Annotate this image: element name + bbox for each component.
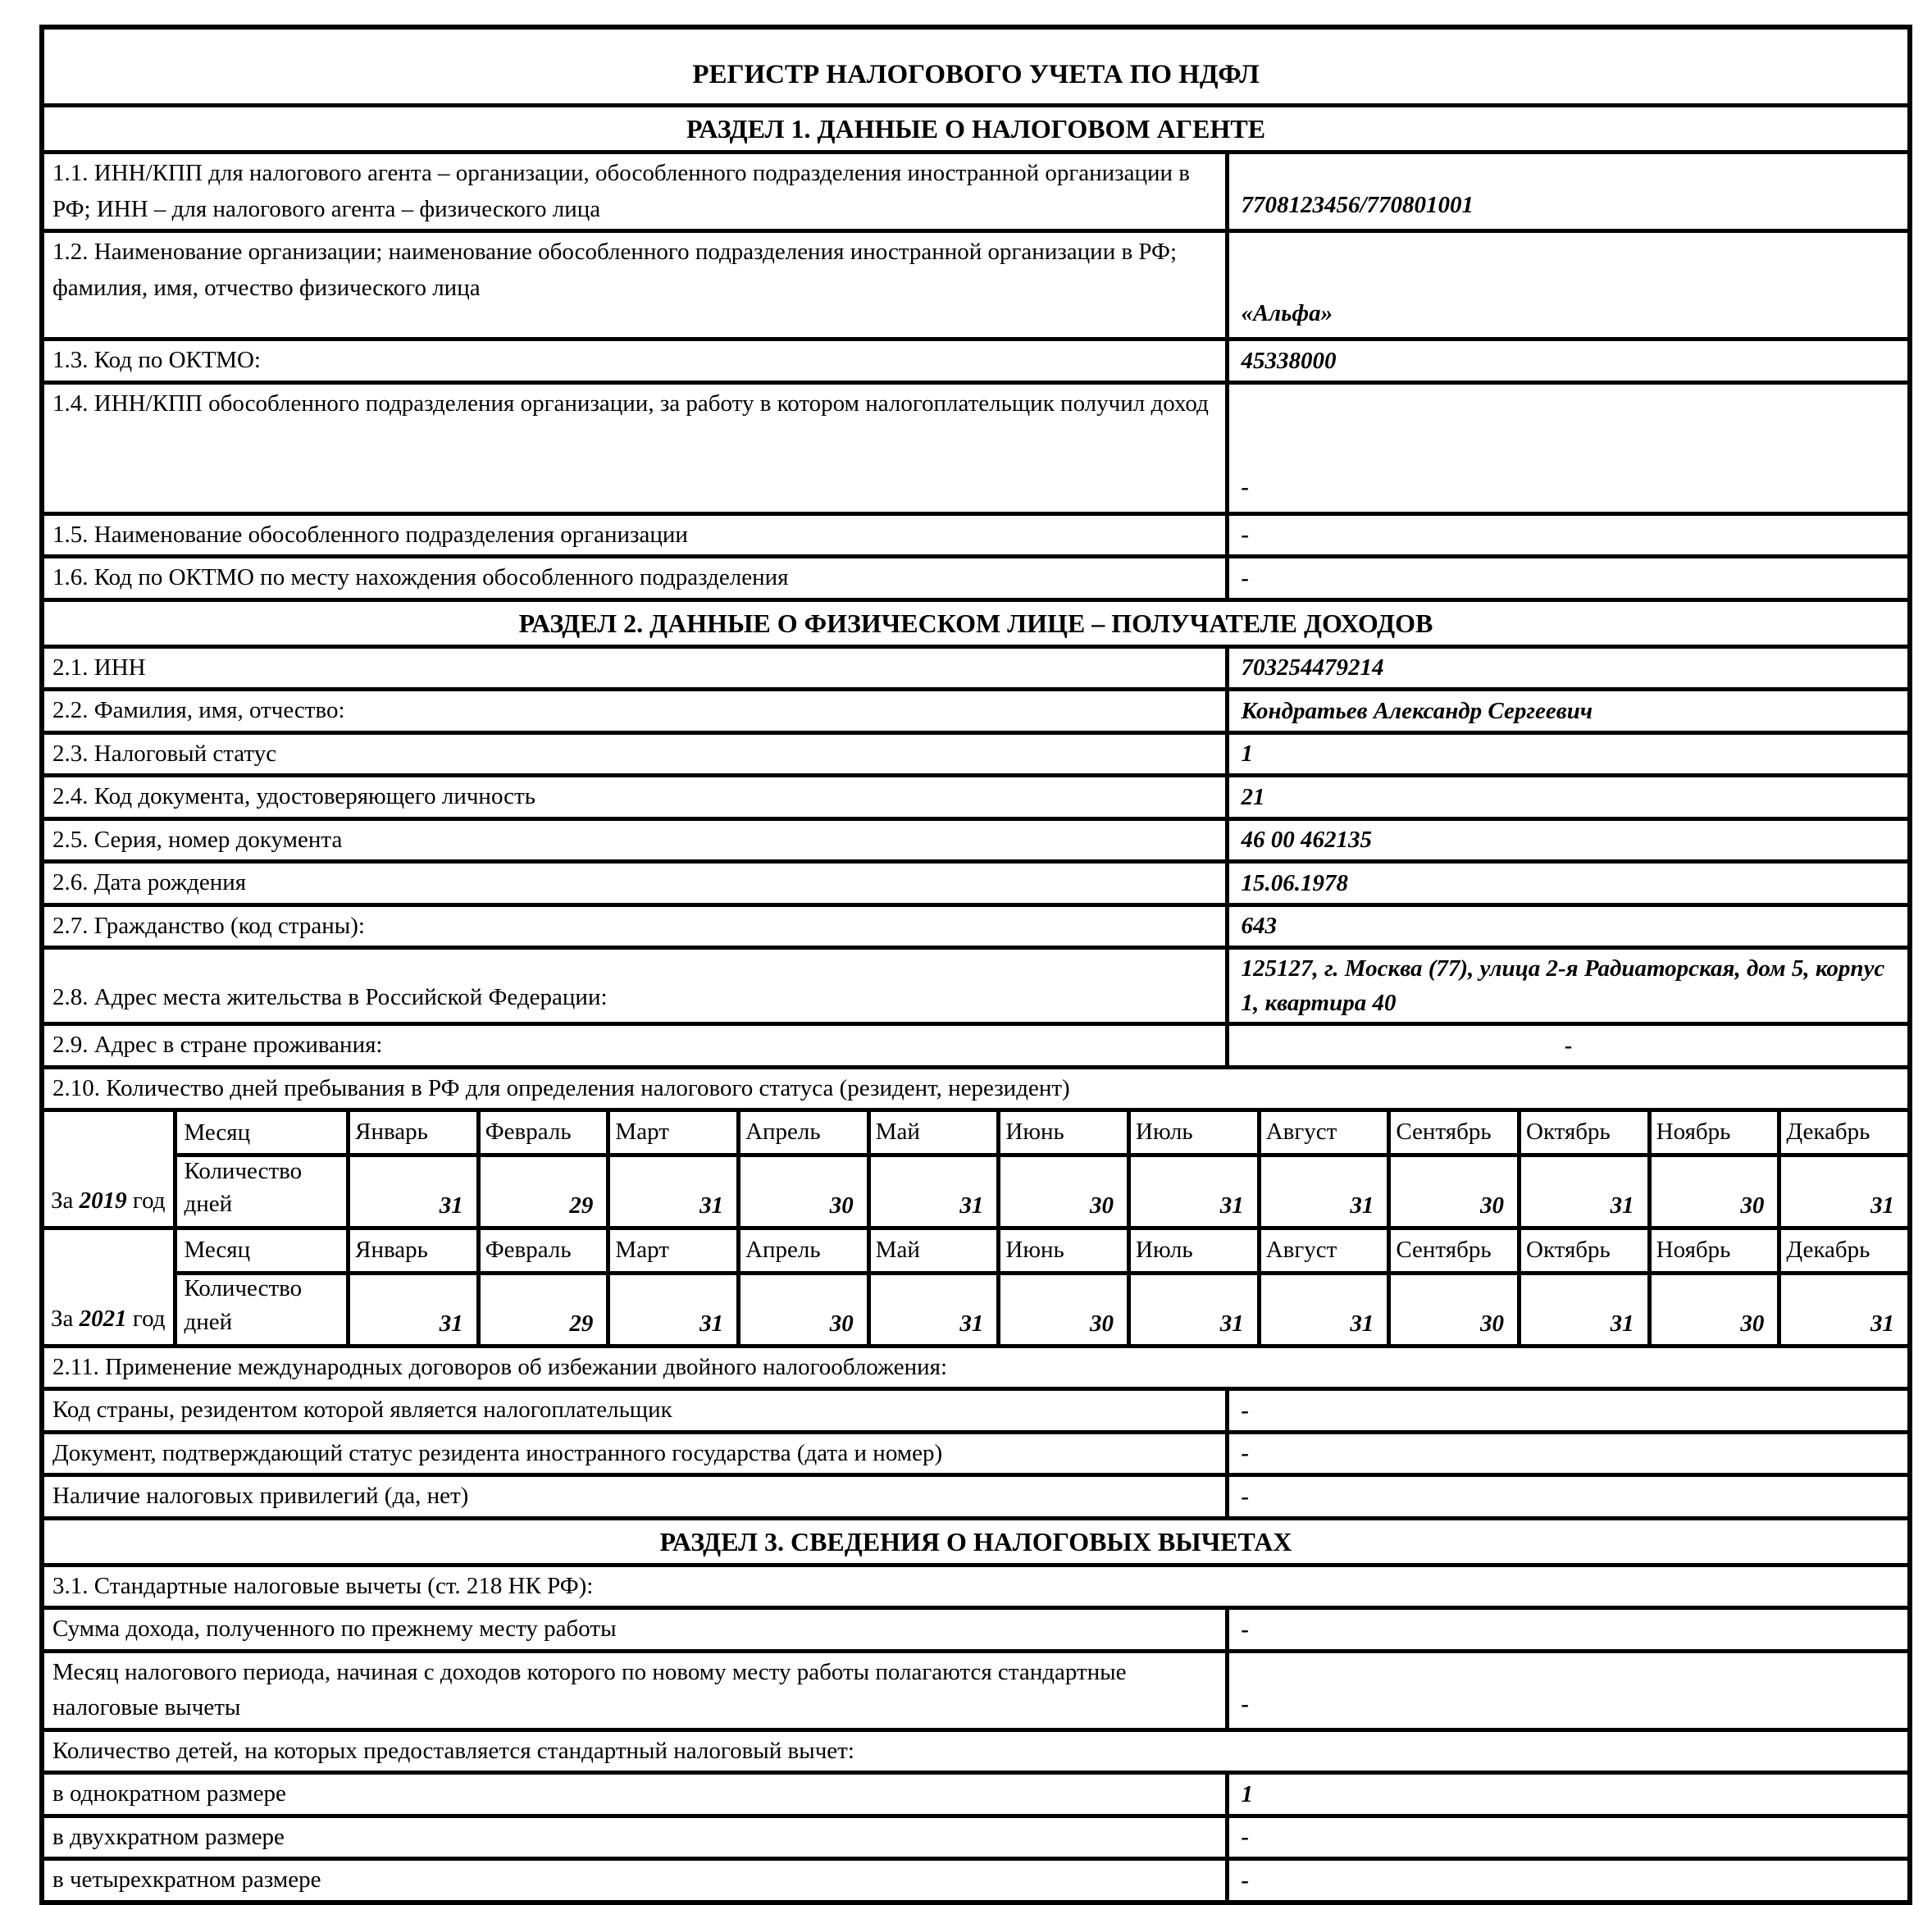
row-3-1 (44, 1563, 1907, 1606)
row-children-count (44, 1728, 1907, 1771)
month-header-cell: Май (867, 1112, 997, 1153)
row-2-7 (44, 903, 1907, 946)
row-quadruple-deduction (44, 1857, 1907, 1900)
days-value-cell: 30 (736, 1275, 867, 1344)
row-deduction-start-month-label: Месяц налогового периода, начиная с доходов которого по новому месту работы полагаются стандартные налоговые вычеты (52, 1658, 1127, 1721)
row-single-deduction (44, 1771, 1907, 1814)
month-header-cell: Октябрь (1517, 1112, 1647, 1153)
row-double-deduction-label: в двухкратном размере (52, 1823, 285, 1850)
row-1-5-label: 1.5. Наименование обособленного подразделения организации (52, 521, 688, 548)
month-header-cell: Апрель (736, 1112, 867, 1153)
days-table-2019-grid (177, 1112, 1907, 1226)
row-2-7-label: 2.7. Гражданство (код страны): (52, 912, 365, 939)
month-header-row (177, 1230, 1907, 1275)
days-col-header: Количество дней (184, 1157, 303, 1218)
days-value-cell: 30 (1647, 1157, 1778, 1226)
row-2-11-label: 2.11. Применение международных договоров об избежании двойного налогообложения: (52, 1353, 948, 1380)
row-resident-document-value: - (1225, 1434, 1907, 1474)
month-header-cell: Ноябрь (1647, 1230, 1778, 1271)
month-header-cell: Декабрь (1777, 1112, 1907, 1153)
row-1-2-value: «Альфа» (1225, 233, 1907, 337)
row-2-2-label: 2.2. Фамилия, имя, отчество: (52, 697, 345, 723)
month-header-cell: Май (867, 1230, 997, 1271)
document-title: РЕГИСТР НАЛОГОВОГО УЧЕТА ПО НДФЛ (692, 59, 1260, 89)
days-value-cell: 31 (1257, 1275, 1387, 1344)
row-2-8-value: 125127, г. Москва (77), улица 2-я Радиаторская, дом 5, корпус 1, квартира 40 (1225, 950, 1907, 1022)
row-prior-income-value: - (1225, 1610, 1907, 1649)
days-value-cell: 30 (1387, 1275, 1517, 1344)
row-2-11 (44, 1344, 1907, 1388)
days-count-row (177, 1157, 1907, 1226)
row-1-1-value: 7708123456/770801001 (1225, 154, 1907, 229)
row-1-1-label: 1.1. ИНН/КПП для налогового агента – организации, обособленного подразделения иностранной организации в РФ; ИНН – для налогового агента – физического лица (52, 160, 1191, 222)
month-header-cell: Февраль (476, 1230, 607, 1271)
days-value-cell: 31 (867, 1275, 997, 1344)
month-header-cell: Январь (346, 1230, 476, 1271)
row-2-4-label: 2.4. Код документа, удостоверяющего личность (52, 783, 535, 809)
row-2-9-value: - (1225, 1026, 1907, 1065)
month-col-header: Месяц (184, 1119, 251, 1146)
section1-header: РАЗДЕЛ 1. ДАННЫЕ О НАЛОГОВОМ АГЕНТЕ (686, 114, 1266, 144)
row-country-code-label: Код страны, резидентом которой является налогоплательщик (52, 1397, 672, 1424)
row-quadruple-deduction-label: в четырехкратном размере (52, 1866, 321, 1894)
days-value-cell: 31 (1127, 1157, 1257, 1226)
month-header-cell: Июнь (996, 1230, 1127, 1271)
month-col-header: Месяц (184, 1237, 251, 1264)
month-header-cell: Июль (1127, 1112, 1257, 1153)
days-value-cell: 29 (476, 1275, 607, 1344)
month-header-cell: Декабрь (1777, 1230, 1907, 1271)
days-value-cell: 31 (1517, 1275, 1647, 1344)
days-table-2019 (44, 1108, 1907, 1226)
row-2-4-value: 21 (1225, 777, 1907, 817)
row-2-1 (44, 645, 1907, 688)
row-1-5-value: - (1225, 516, 1907, 555)
row-2-3-value: 1 (1225, 735, 1907, 774)
row-1-2 (44, 229, 1907, 337)
row-deduction-start-month-value: - (1225, 1653, 1907, 1728)
row-2-9-label: 2.9. Адрес в стране проживания: (52, 1032, 383, 1059)
row-tax-privileges (44, 1473, 1907, 1516)
days-value-cell: 31 (346, 1157, 476, 1226)
days-value-cell: 31 (1777, 1275, 1907, 1344)
row-2-5 (44, 817, 1907, 860)
row-2-10 (44, 1065, 1907, 1109)
section1-header-row (44, 103, 1907, 150)
row-1-2-label: 1.2. Наименование организации; наименование обособленного подразделения иностранной организации в РФ; фамилия, имя, отчество физического лица (52, 239, 1178, 301)
month-header-cell: Август (1257, 1230, 1387, 1271)
row-resident-document (44, 1430, 1907, 1474)
row-2-10-label: 2.10. Количество дней пребывания в РФ для определения налогового статуса (резидент, нерезидент) (52, 1074, 1070, 1101)
row-2-5-value: 46 00 462135 (1225, 821, 1907, 860)
row-double-deduction (44, 1814, 1907, 1857)
row-2-7-value: 643 (1225, 907, 1907, 946)
month-header-cell: Март (606, 1112, 736, 1153)
row-2-3-label: 2.3. Налоговый статус (52, 740, 277, 767)
row-2-2 (44, 687, 1907, 731)
title-row (44, 30, 1907, 103)
month-header-cell: Ноябрь (1647, 1112, 1778, 1153)
row-1-4-label: 1.4. ИНН/КПП обособленного подразделения организации, за работу в котором налогоплательщик получил доход (52, 390, 1209, 417)
row-2-6-label: 2.6. Дата рождения (52, 869, 247, 896)
days-value-cell: 31 (606, 1157, 736, 1226)
days-value-cell: 31 (1257, 1157, 1387, 1226)
month-header-row (177, 1112, 1907, 1157)
row-1-6 (44, 554, 1907, 598)
section2-header: РАЗДЕЛ 2. ДАННЫЕ О ФИЗИЧЕСКОМ ЛИЦЕ – ПОЛУЧАТЕЛЕ ДОХОДОВ (518, 608, 1433, 638)
month-header-cell: Август (1257, 1112, 1387, 1153)
row-2-4 (44, 773, 1907, 817)
row-2-6-value: 15.06.1978 (1225, 864, 1907, 903)
month-header-cell: Июль (1127, 1230, 1257, 1271)
row-2-9 (44, 1022, 1907, 1065)
month-header-cell: Октябрь (1517, 1230, 1647, 1271)
month-header-cell: Апрель (736, 1230, 867, 1271)
days-value-cell: 29 (476, 1157, 607, 1226)
row-1-4-value: - (1225, 385, 1907, 512)
row-1-3-label: 1.3. Код по ОКТМО: (52, 347, 261, 373)
section2-header-row (44, 598, 1907, 645)
year-label: За 2021 год (51, 1306, 166, 1333)
row-tax-privileges-label: Наличие налоговых привилегий (да, нет) (52, 1483, 469, 1510)
days-value-cell: 30 (736, 1157, 867, 1226)
row-2-3 (44, 731, 1907, 774)
row-1-6-value: - (1225, 558, 1907, 598)
row-2-1-label: 2.1. ИНН (52, 654, 146, 681)
row-3-1-label: 3.1. Стандартные налоговые вычеты (ст. 218 НК РФ): (52, 1572, 594, 1599)
row-single-deduction-value: 1 (1225, 1775, 1907, 1814)
days-value-cell: 30 (1387, 1157, 1517, 1226)
row-prior-income (44, 1606, 1907, 1649)
month-header-cell: Февраль (476, 1112, 607, 1153)
days-count-row (177, 1275, 1907, 1344)
days-value-cell: 30 (996, 1275, 1127, 1344)
row-country-code-value: - (1225, 1391, 1907, 1430)
month-header-cell: Март (606, 1230, 736, 1271)
month-header-cell: Июнь (996, 1112, 1127, 1153)
row-1-1 (44, 150, 1907, 229)
month-header-cell: Сентябрь (1387, 1112, 1517, 1153)
tax-register-form (39, 25, 1912, 1905)
row-children-count-label: Количество детей, на которых предоставляется стандартный налоговый вычет: (52, 1737, 854, 1764)
month-header-cell: Январь (346, 1112, 476, 1153)
row-2-2-value: Кондратьев Александр Сергеевич (1225, 691, 1907, 731)
month-header-cell: Сентябрь (1387, 1230, 1517, 1271)
row-2-5-label: 2.5. Серия, номер документа (52, 826, 343, 853)
row-deduction-start-month (44, 1649, 1907, 1728)
row-single-deduction-label: в однократном размере (52, 1780, 286, 1807)
section3-header: РАЗДЕЛ 3. СВЕДЕНИЯ О НАЛОГОВЫХ ВЫЧЕТАХ (659, 1526, 1292, 1556)
days-col-header: Количество дней (184, 1275, 303, 1336)
row-2-6 (44, 859, 1907, 903)
section3-header-row (44, 1516, 1907, 1563)
days-value-cell: 31 (346, 1275, 476, 1344)
year-cell-2021 (44, 1230, 177, 1344)
days-value-cell: 30 (996, 1157, 1127, 1226)
row-1-5 (44, 512, 1907, 555)
days-value-cell: 31 (1517, 1157, 1647, 1226)
row-1-6-label: 1.6. Код по ОКТМО по месту нахождения обособленного подразделения (52, 564, 789, 590)
days-value-cell: 30 (1647, 1275, 1778, 1344)
row-country-code (44, 1387, 1907, 1430)
row-resident-document-label: Документ, подтверждающий статус резидента иностранного государства (дата и номер) (52, 1439, 943, 1466)
days-table-2021 (44, 1226, 1907, 1344)
row-1-3 (44, 337, 1907, 381)
row-tax-privileges-value: - (1225, 1477, 1907, 1516)
row-2-1-value: 703254479214 (1225, 649, 1907, 688)
row-2-8-label: 2.8. Адрес места жительства в Российской Федерации: (52, 983, 608, 1010)
row-1-4 (44, 381, 1907, 512)
year-label: За 2019 год (51, 1187, 166, 1215)
days-value-cell: 31 (867, 1157, 997, 1226)
row-2-8 (44, 946, 1907, 1022)
days-value-cell: 31 (1127, 1275, 1257, 1344)
row-double-deduction-value: - (1225, 1818, 1907, 1857)
row-quadruple-deduction-value: - (1225, 1861, 1907, 1900)
row-1-3-value: 45338000 (1225, 341, 1907, 381)
days-value-cell: 31 (606, 1275, 736, 1344)
days-value-cell: 31 (1777, 1157, 1907, 1226)
year-cell-2019 (44, 1112, 177, 1226)
days-table-2021-grid (177, 1230, 1907, 1344)
row-prior-income-label: Сумма дохода, полученного по прежнему месту работы (52, 1616, 617, 1643)
